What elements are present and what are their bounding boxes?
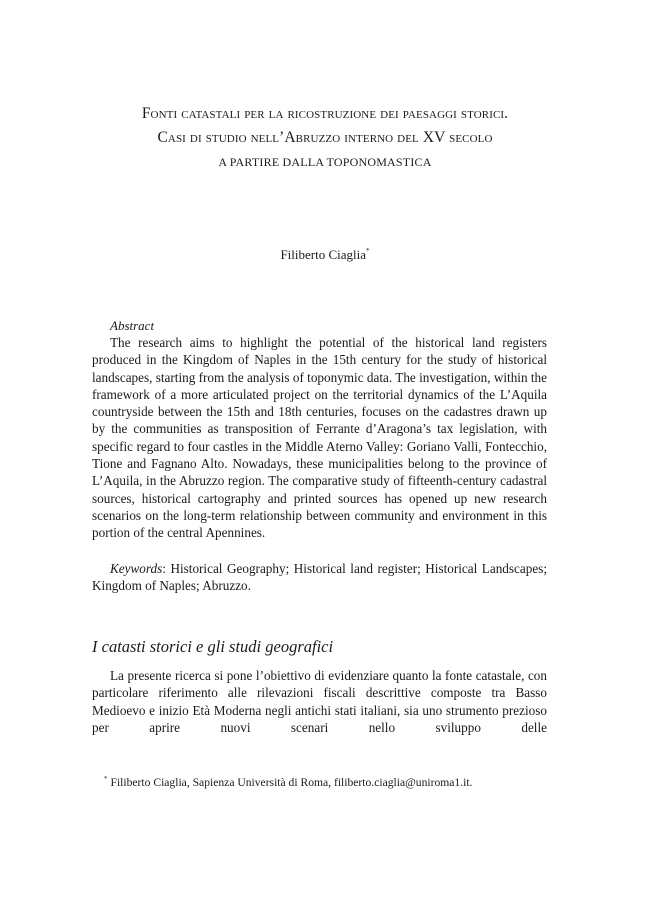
footnote (104, 772, 549, 790)
abstract-heading: Abstract (110, 318, 155, 333)
keywords-label: Keywords (110, 561, 163, 576)
author-line (0, 247, 650, 263)
keywords-text: : Historical Geography; Historical land register; Historical Landscapes; Kingdom of Naples; Abruzzo. (92, 561, 547, 594)
author-footnote-marker: * (366, 247, 370, 255)
abstract-text: The research aims to highlight the potential of the historical land registers produced in the Kingdom of Naples in the 15th century for the study of historical landscapes, starting from the analysis of toponymic data. The investigation, within the framework of a more articulated project on the territorial dynamics of the L’Aquila countryside between the 15th and 18th centuries, focuses on the cadastres drawn up by the communities as transposition of Ferrante d’Aragona’s tax legislation, with specific regard to four castles in the Middle Aterno Valley: Goriano Valli, Fontecchio, Tione and Fagnano Alto. Nowadays, these municipalities belong to the province of L’Aquila, in the Abruzzo region. The comparative study of fifteenth-century cadastral sources, historical cartography and printed sources has opened up new research scenarios on the long-term relationship between community and environment in this portion of the central Apennines. (92, 335, 547, 541)
paper-title-line-1: Fonti catastali per la ricostruzione dei paesaggi storici. (141, 105, 509, 122)
footnote-text: Filiberto Ciaglia, Sapienza Università di Roma, filiberto.ciaglia@uniroma1.it. (110, 776, 473, 789)
section-body-text: La presente ricerca si pone l’obiettivo di evidenziare quanto la fonte catastale, con particolare riferimento alle rilevazioni fiscali descrittive composte tra Basso Medioevo e inizio Età Moderna negli antichi stati italiani, sia uno strumento prezioso per aprire nuovi scenari nello sviluppo delle (92, 668, 547, 735)
author-name: Filiberto Ciaglia (280, 247, 367, 262)
paper-title-line-3: A PARTIRE DALLA TOPONOMASTICA (218, 155, 432, 169)
footnote-marker: * (104, 775, 108, 783)
keywords-paragraph (92, 560, 547, 595)
paper-title-line-2: Casi di studio nell’Abruzzo interno del XV secolo (157, 129, 493, 146)
section-heading: I catasti storici e gli studi geografici (92, 637, 334, 656)
